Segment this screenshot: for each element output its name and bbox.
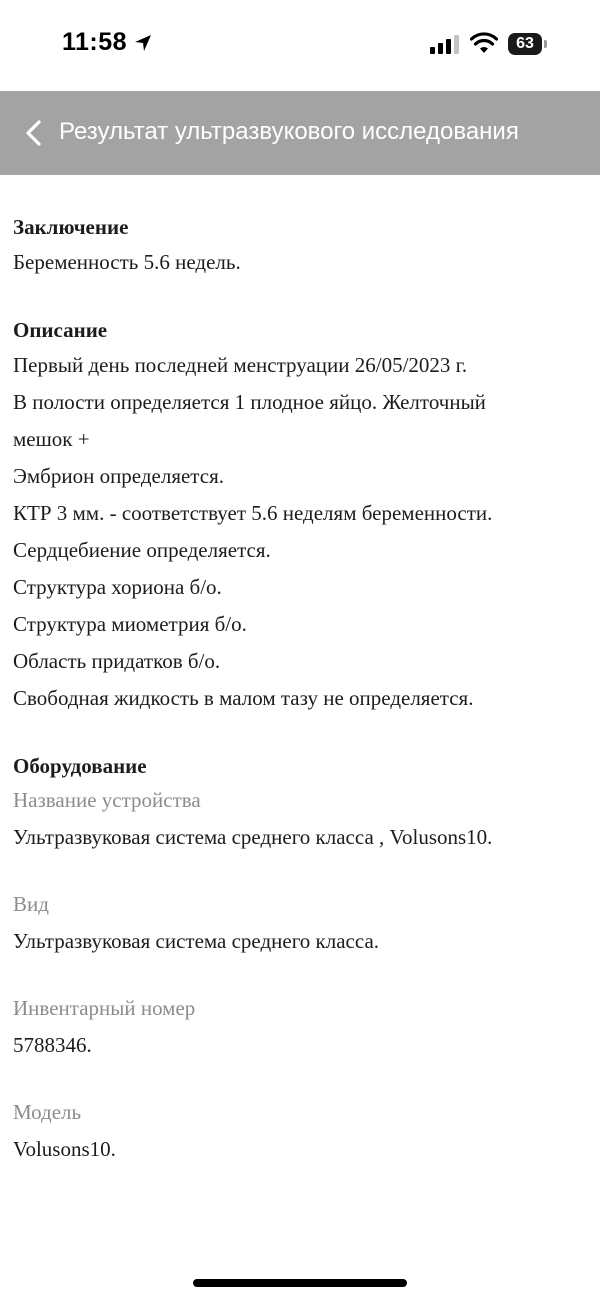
- conclusion-title: Заключение: [13, 215, 129, 239]
- location-arrow-icon: [133, 33, 153, 53]
- field-value: 5788346.: [13, 1033, 92, 1057]
- description-title: Описание: [13, 318, 108, 342]
- inventory-number-field: [13, 991, 583, 1065]
- chevron-left-icon: [24, 119, 42, 147]
- description-line: Эмбрион определяется.: [13, 464, 224, 488]
- battery-indicator: [508, 33, 546, 55]
- status-time: [62, 28, 153, 57]
- model-field: [13, 1095, 583, 1169]
- description-line: Сердцебиение определяется.: [13, 538, 271, 562]
- back-button[interactable]: [18, 117, 48, 149]
- conclusion-section: [13, 210, 583, 281]
- description-line: Область придатков б/о.: [13, 649, 221, 673]
- conclusion-text: Беременность 5.6 недель.: [13, 250, 241, 274]
- home-indicator[interactable]: [193, 1279, 407, 1287]
- battery-level: 63: [508, 33, 542, 55]
- field-value: Volusons10.: [13, 1137, 116, 1161]
- page-title: Результат ультразвукового исследования: [59, 118, 519, 145]
- device-name-field: [13, 783, 583, 857]
- field-value: Ультразвуковая система среднего класса , Volusons10.: [13, 825, 493, 849]
- cellular-signal-icon: [430, 34, 462, 54]
- field-value: Ультразвуковая система среднего класса.: [13, 929, 380, 953]
- description-line: Структура миометрия б/о.: [13, 612, 247, 636]
- status-bar: [0, 0, 600, 90]
- wifi-icon: [470, 32, 498, 54]
- description-line: мешок +: [13, 427, 90, 451]
- description-line: КТР 3 мм. - соответствует 5.6 неделям беременности.: [13, 501, 493, 525]
- description-line: Структура хориона б/о.: [13, 575, 222, 599]
- description-line: Первый день последней менструации 26/05/2023 г.: [13, 353, 468, 377]
- app-header: [0, 91, 600, 175]
- field-label: Название устройства: [13, 788, 201, 812]
- field-label: Модель: [13, 1100, 82, 1124]
- report-content: [13, 210, 583, 1169]
- description-line: В полости определяется 1 плодное яйцо. Желточный: [13, 390, 486, 414]
- field-label: Инвентарный номер: [13, 996, 196, 1020]
- description-section: [13, 313, 583, 717]
- battery-tip: [544, 40, 547, 48]
- equipment-section: [13, 749, 583, 1169]
- device-type-field: [13, 887, 583, 961]
- description-line: Свободная жидкость в малом тазу не определяется.: [13, 686, 474, 710]
- status-time-text: 11:58: [62, 28, 128, 56]
- field-label: Вид: [13, 892, 49, 916]
- equipment-title: Оборудование: [13, 754, 147, 778]
